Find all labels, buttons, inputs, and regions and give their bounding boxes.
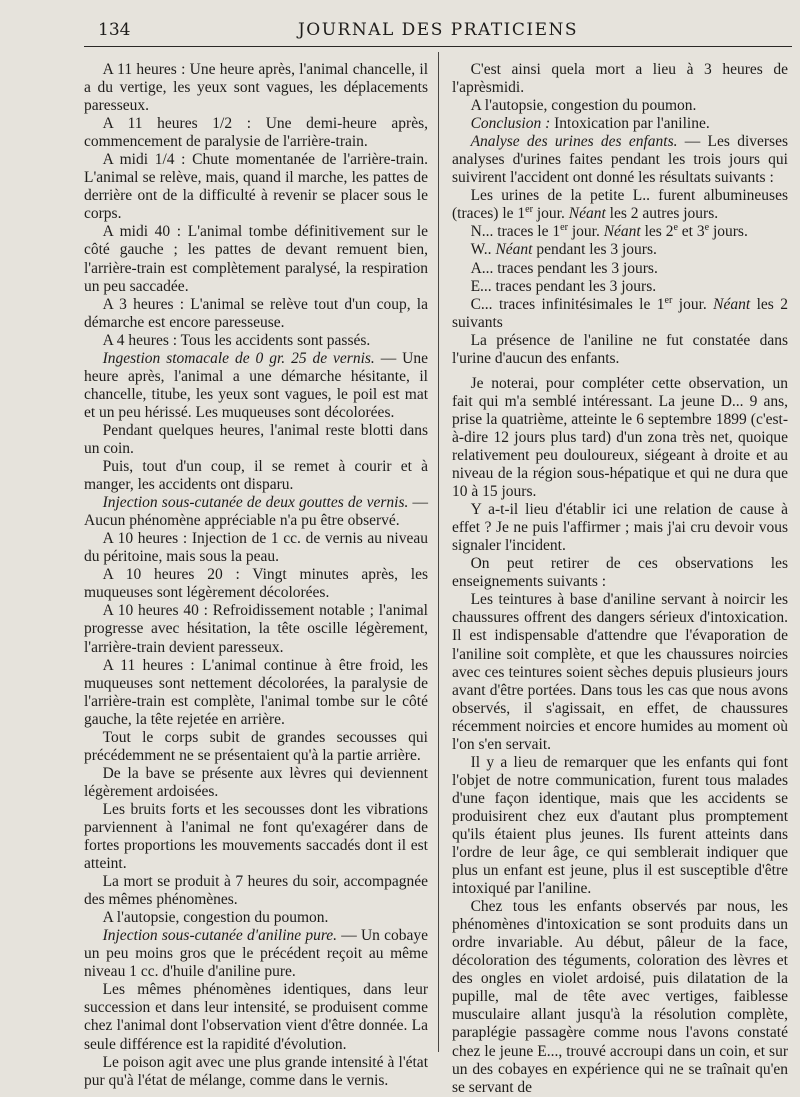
paragraph: De la bave se présente aux lèvres qui deviennent légèrement ardoisées.: [84, 764, 428, 800]
journal-title: JOURNAL DES PRATICIENS: [297, 20, 579, 40]
paragraph: A midi 40 : L'animal tombe définitivement sur le côté gauche ; les pattes de devant remuent bien, l'arrière-train est complètement paralysé, la respiration un peu saccadée.: [84, 223, 428, 295]
section-heading: Ingestion stomacale de 0 gr. 25 de vernis.: [102, 349, 375, 367]
paragraph: A l'autopsie, congestion du poumon.: [470, 97, 697, 115]
urine-result-line: C... traces infinitésimales le 1er jour. Néant les 2 suivants: [452, 294, 788, 331]
paragraph: Analyse des urines des enfants. — Les diverses analyses d'urines faites pendant les trois jours qui suivirent l'accident ont donné les résultats suivants :: [452, 133, 789, 187]
paragraph: Pendant quelques heures, l'animal reste blotti dans un coin.: [84, 421, 428, 457]
section-heading: Analyse des urines des enfants.: [470, 133, 678, 151]
paragraph: Conclusion : Intoxication par l'aniline.: [470, 115, 710, 133]
paragraph: Ingestion stomacale de 0 gr. 25 de vernis. — Une heure après, l'animal a une démarche hésitante, il chancelle, titube, les yeux sont vagues, le poil est mat et un peu hérissé. Les muqueuses sont décolorées.: [84, 349, 428, 421]
urine-result-line: N... traces le 1er jour. Néant les 2e et 3e jours.: [470, 222, 748, 241]
paragraph: Les mêmes phénomènes identiques, dans leur succession et dans leur intensité, se produisent comme chez l'animal dont l'observation vient d'être donnée. La seule différence est la rapidité d'évolution.: [84, 981, 428, 1053]
paragraph: La présence de l'aniline ne fut constatée dans l'urine d'aucun des enfants.: [452, 331, 788, 367]
paragraph: Il y a lieu de remarquer que les enfants qui font l'objet de notre communication, furent tous malades d'une façon identique, mais que les accidents se produisirent chez eux d'autant plus promptement qu'ils étaient plus jeunes. Ils furent atteints dans l'ordre de leur âge, ce qui semblerait indiquer que plus un enfant est jeune, plus il est susceptible d'être intoxiqué par l'aniline.: [452, 753, 788, 898]
page-number: 134: [98, 20, 131, 40]
paragraph: A 3 heures : L'animal se relève tout d'un coup, la démarche est encore paresseuse.: [84, 295, 428, 331]
left-column: [84, 61, 428, 1090]
section-heading: Injection sous-cutanée de deux gouttes de vernis.: [102, 494, 409, 512]
right-column: [452, 61, 788, 1097]
paragraph: On peut retirer de ces observations les enseignements suivants :: [452, 555, 788, 591]
paragraph: Y a-t-il lieu d'établir ici une relation de cause à effet ? Je ne puis l'affirmer ; mais j'ai cru devoir vous signaler l'incident.: [452, 501, 788, 555]
paragraph: Chez tous les enfants observés par nous, les phénomènes d'intoxication se sont produits dans un ordre invariable. Au début, pâleur de la face, décoloration des téguments, coloration des lèvres et des ongles en violet ardoisé, puis dilatation de la pupille, mal de tête avec vertiges, faiblesse musculaire allant jusqu'à la résolution complète, paraplégie passagère comme nous l'avons constaté chez le jeune E..., trouvé accroupi dans un coin, et sur un des cobayes en expérience qui ne se traînait qu'en se servant de: [452, 898, 788, 1096]
paragraph: La mort se produit à 7 heures du soir, accompagnée des mêmes phénomènes.: [84, 873, 428, 909]
urine-result-line: Les urines de la petite L.. furent albumineuses (traces) le 1er jour. Néant les 2 autres jours.: [452, 187, 788, 223]
header-rule: [84, 46, 792, 47]
paragraph: A 11 heures : Une heure après, l'animal chancelle, il a du vertige, les yeux sont vagues, les déplacements paresseux.: [84, 61, 428, 115]
paragraph: Puis, tout d'un coup, il se remet à courir et à manger, les accidents ont disparu.: [84, 458, 428, 494]
paragraph: A 10 heures 40 : Refroidissement notable ; l'animal progresse avec hésitation, la tête oscille légèrement, l'arrière-train devient paresseux.: [84, 602, 428, 656]
paragraph: A 4 heures : Tous les accidents sont passés.: [102, 331, 371, 349]
paragraph: Le poison agit avec une plus grande intensité à l'état pur qu'à l'état de mélange, comme dans le vernis.: [84, 1053, 428, 1089]
paragraph: Injection sous-cutanée d'aniline pure. — Un cobaye un peu moins gros que le précédent reçoit au même niveau 1 cc. d'huile d'aniline pure.: [84, 927, 428, 981]
paragraph: Les bruits forts et les secousses dont les vibrations parviennent à l'animal ne font qu'exagérer dans de fortes proportions les mouvements saccadés dont il est atteint.: [84, 800, 428, 873]
urine-result-line: A... traces pendant les 3 jours.: [470, 259, 658, 277]
urine-result-line: E... traces pendant les 3 jours.: [470, 277, 657, 295]
paragraph: A 10 heures : Injection de 1 cc. de vernis au niveau du péritoine, mais sous la peau.: [84, 530, 428, 566]
paragraph: C'est ainsi quela mort a lieu à 3 heures de l'aprèsmidi.: [452, 61, 788, 97]
paragraph: A 10 heures 20 : Vingt minutes après, les muqueuses sont légèrement décolorées.: [84, 566, 428, 602]
section-heading: Injection sous-cutanée d'aniline pure.: [102, 927, 338, 945]
paragraph: A midi 1/4 : Chute momentanée de l'arrière-train. L'animal se relève, mais, quand il marche, les pattes de derrière ont de la difficulté à revenir se placer sous le corps.: [84, 151, 428, 223]
urine-result-line: W.. Néant pendant les 3 jours.: [470, 241, 657, 259]
page-header: [84, 18, 792, 44]
paragraph: A l'autopsie, congestion du poumon.: [102, 909, 329, 927]
paragraph: Je noterai, pour compléter cette observation, un fait qui m'a semblé intéressant. La jeune D... 9 ans, prise la quatrième, atteinte le 6 septembre 1899 (c'est-à-dire 12 jours plus tard) d'un zona très net, quoique relativement peu douloureux, siégeant à droite et au niveau de la région sous-hépatique et qui ne dura que 10 à 15 jours.: [452, 374, 788, 501]
paragraph: A 11 heures 1/2 : Une demi-heure après, commencement de paralysie de l'arrière-train.: [84, 115, 428, 151]
paragraph: A 11 heures : L'animal continue à être froid, les muqueuses sont nettement décolorées, la paralysie de l'arrière-train est complète, l'animal tombe sur le côté gauche, la tête rejetée en arrière.: [84, 656, 428, 728]
paragraph: Tout le corps subit de grandes secousses qui précédemment ne se présentaient qu'à la partie arrière.: [84, 728, 428, 764]
column-divider: [438, 52, 439, 1052]
section-heading: Conclusion :: [470, 115, 551, 133]
paragraph: Les teintures à base d'aniline servant à noircir les chaussures offrent des dangers sérieux d'intoxication. Il est indispensable d'attendre que l'évaporation de l'aniline soit complète, et que les chaussures noircies avec ces teintures soient sèches depuis plusieurs jours avant d'être portées. Dans tous les cas que nous avons observés, il s'agissait, en effet, de chaussures récemment noircies et encore humides au moment où l'on s'en servait.: [452, 591, 788, 753]
paragraph: Injection sous-cutanée de deux gouttes de vernis. — Aucun phénomène appréciable n'a pu être observé.: [84, 494, 429, 530]
